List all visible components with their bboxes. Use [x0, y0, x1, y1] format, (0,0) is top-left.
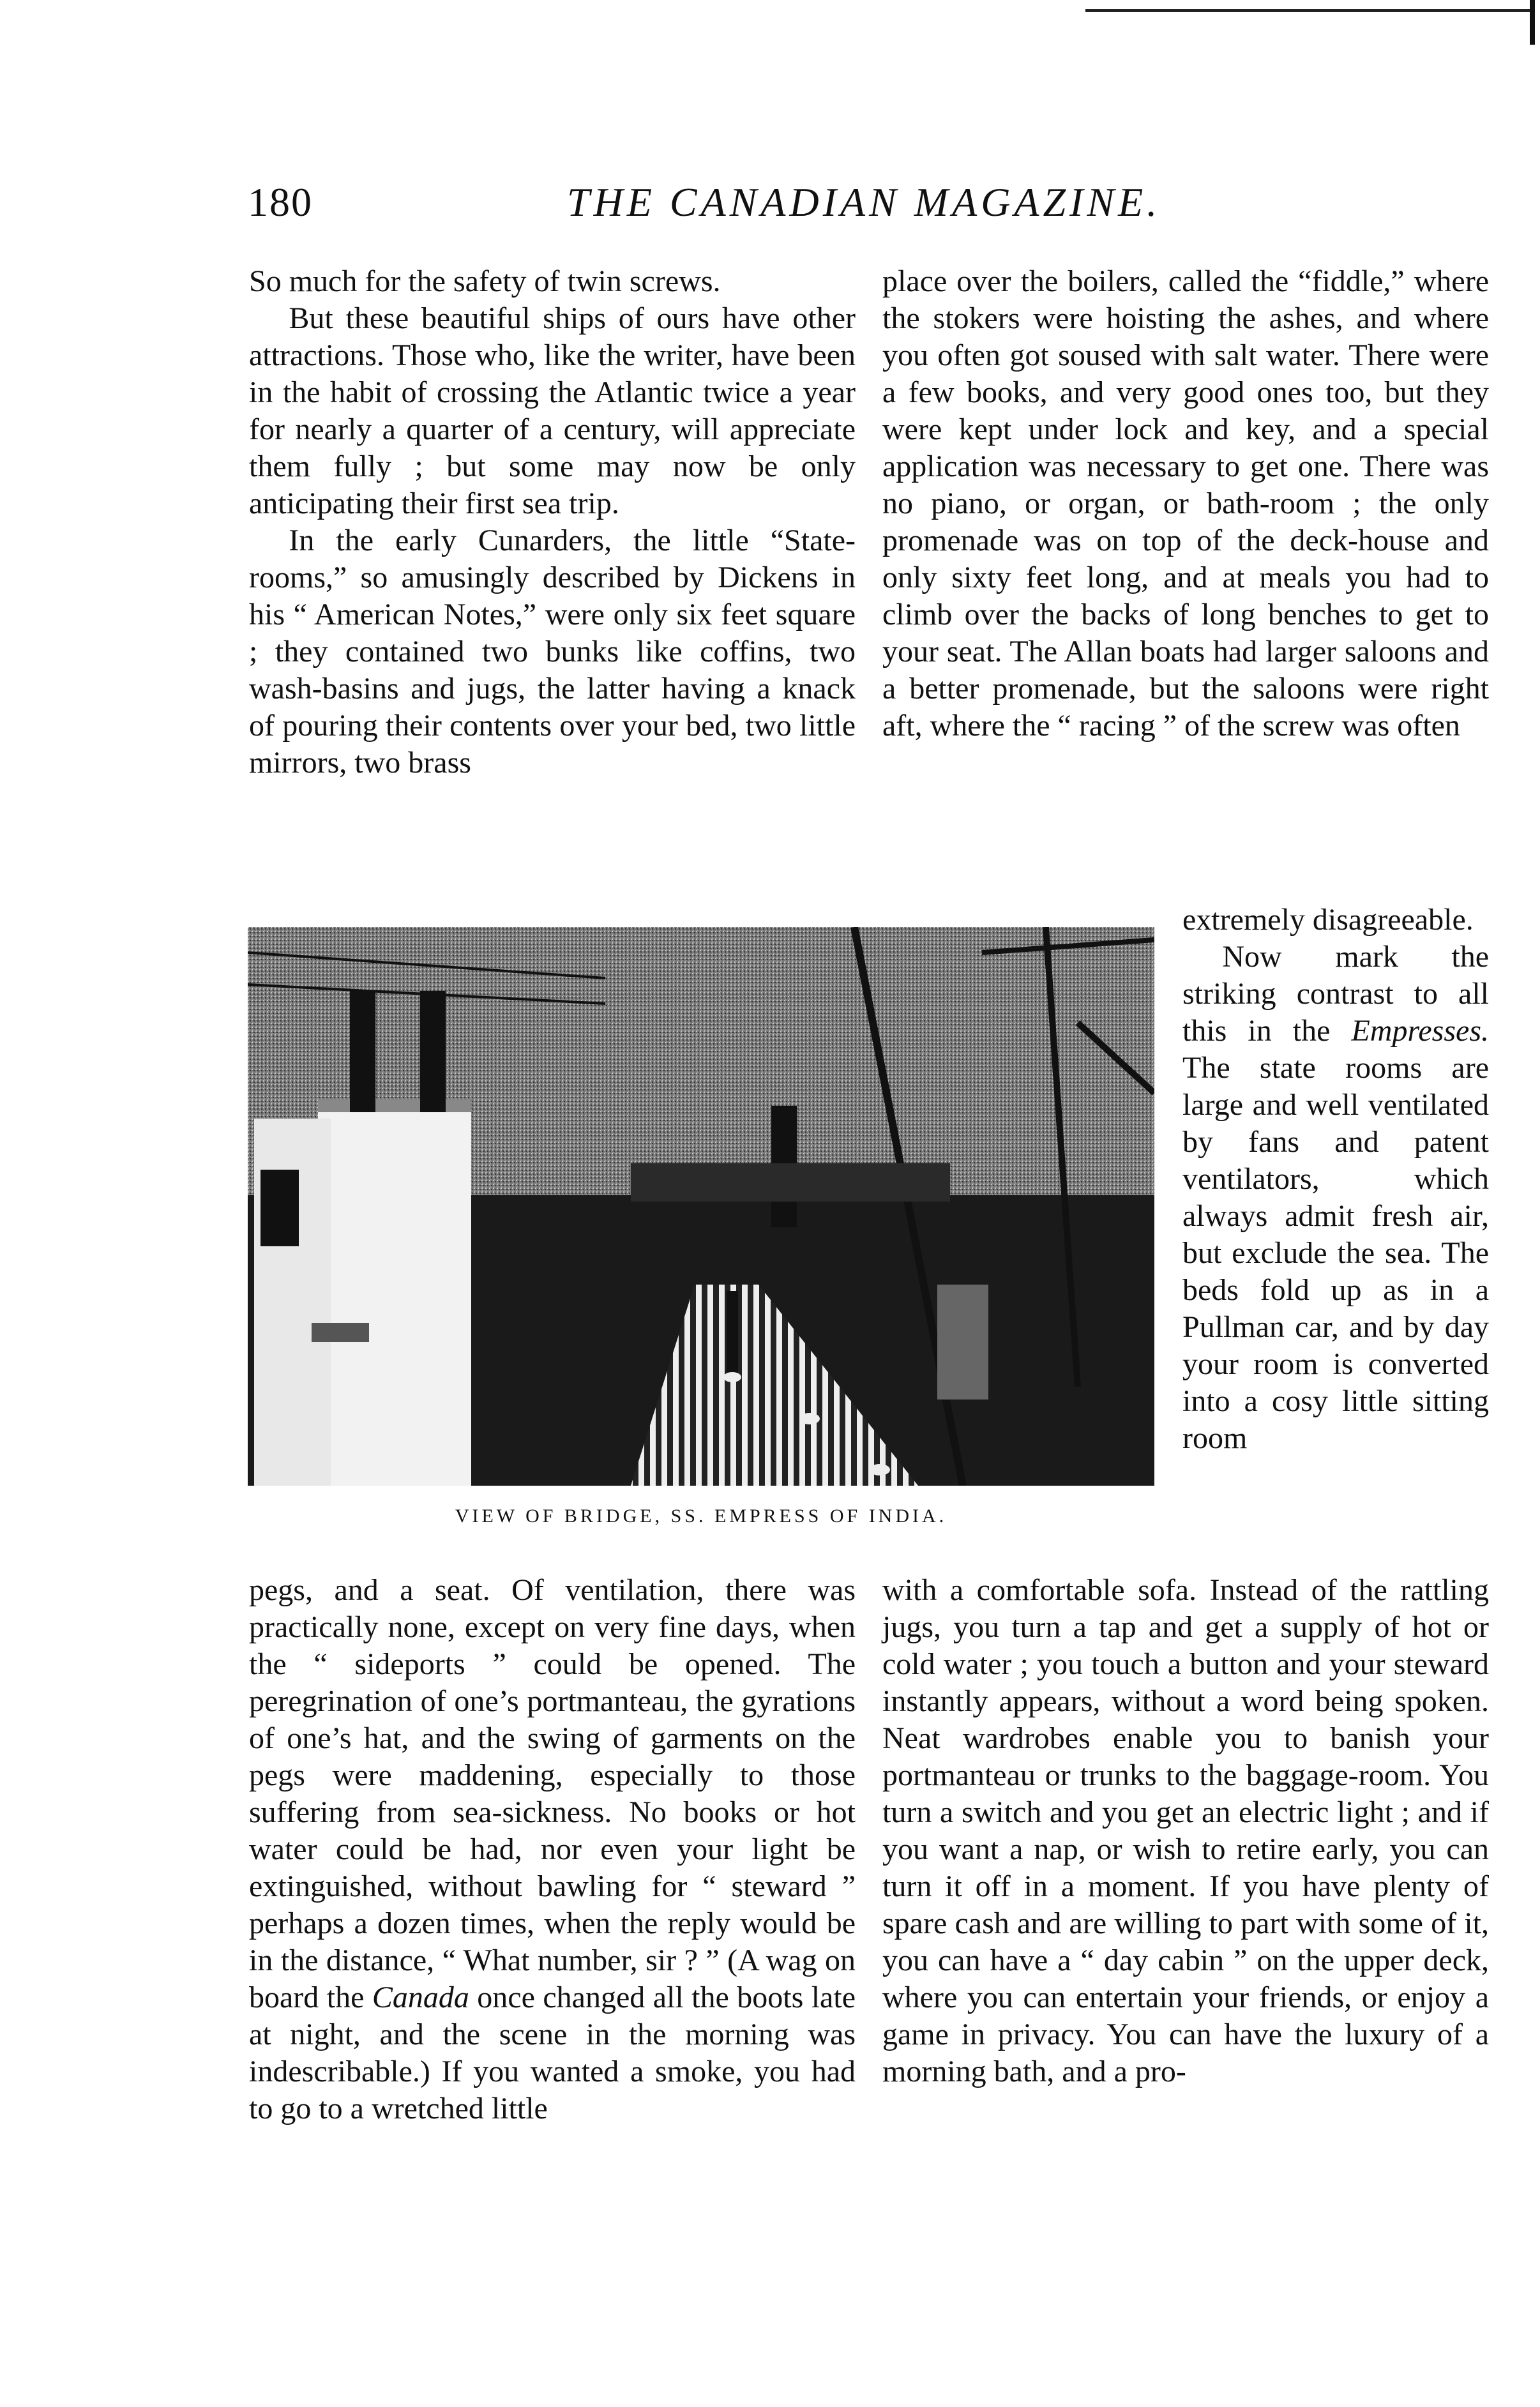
- top-rule: [1085, 9, 1532, 12]
- paragraph: [249, 1572, 856, 2127]
- paragraph: [1182, 939, 1489, 1457]
- ship-name: Canada: [372, 1981, 469, 2014]
- right-column-top: [882, 263, 1489, 744]
- right-column-wrap: [1182, 902, 1489, 1457]
- left-column-top: [249, 263, 856, 781]
- paragraph: with a comfortable sofa. Instead of the rattling jugs, you turn a tap and get a supply of hot or cold water ; you touch a button and your steward instantly appears, without a word being spoken. Neat wardrobes enable you to banish your portmanteau or trunks to the baggage-room. You turn a switch and you get an electric light ; and if you want a nap, or wish to retire early, you can turn it off in a moment. If you have plenty of spare cash and are willing to part with some of it, you can have a “ day cabin ” on the upper deck, where you can entertain your friends, or enjoy a game in privacy. You can have the luxury of a morning bath, and a pro-: [882, 1573, 1489, 2088]
- page-header: [248, 172, 1493, 249]
- left-column-bottom: [249, 1572, 856, 2127]
- paragraph: But these beautiful ships of ours have other attractions. Those who, like the writer, have been in the habit of crossing the Atlantic twice a year for nearly a quarter of a century, will appreciate them fully ; but some may now be only anticipating their first sea trip.: [249, 301, 856, 520]
- text-run: pegs, and a seat. Of ventilation, there was practically none, except on very fine days, when the “ sideports ” could be opened. The peregrination of one’s portmanteau, the gyrations of one’s hat, and the swing of garments on the pegs were maddening, especially to those suffering from sea-sickness. No books or hot water could be had, nor even your light be extinguished, without bawling for “ steward ” perhaps a dozen times, when the reply would be in the distance, “ What number, sir ? ” (A wag on board the: [249, 1573, 856, 2014]
- text-run: once changed all the boots late at night, and the scene in the morning was indescribable.) If you wanted a smoke, you had to go to a wretched little: [249, 1981, 856, 2125]
- ship-bridge-image: [248, 927, 1154, 1486]
- text-run: Now mark the striking contrast to all this in the: [1182, 940, 1489, 1048]
- paragraph: So much for the safety of twin screws.: [249, 264, 721, 298]
- page-number: 180: [248, 179, 313, 225]
- right-column-bottom: [882, 1572, 1489, 2090]
- bridge-photograph: [248, 927, 1154, 1486]
- figure-caption: VIEW OF BRIDGE, SS. EMPRESS OF INDIA.: [455, 1505, 947, 1527]
- ship-name: Empresses.: [1351, 1014, 1489, 1048]
- text-run: The state rooms are large and well ventilated by fans and patent ventilators, which always admit fresh air, but exclude the sea. The beds fold up as in a Pullman car, and by day your room is converted into a cosy little sitting room: [1182, 1051, 1489, 1455]
- paragraph: place over the boilers, called the “fiddle,” where the stokers were hoisting the ashes, and where you often got soused with salt water. There were a few books, and very good ones too, but they were kept under lock and key, and a special application was necessary to get one. There was no piano, or organ, or bath-room ; the only promenade was on top of the deck-house and only sixty feet long, and at meals you had to climb over the backs of long benches to get to your seat. The Allan boats had larger saloons and a better promenade, but the saloons were right aft, where the “ racing ” of the screw was often: [882, 264, 1489, 743]
- running-title: THE CANADIAN MAGAZINE.: [567, 179, 1161, 225]
- paragraph: extremely disagreeable.: [1182, 903, 1474, 937]
- page-edge-mark: [1530, 0, 1535, 45]
- paragraph: In the early Cunarders, the little “State-rooms,” so amusingly described by Dickens in his “ American Notes,” were only six feet square ; they contained two bunks like coffins, two wash-basins and jugs, the latter having a knack of pouring their contents over your bed, two little mirrors, two brass: [249, 524, 856, 780]
